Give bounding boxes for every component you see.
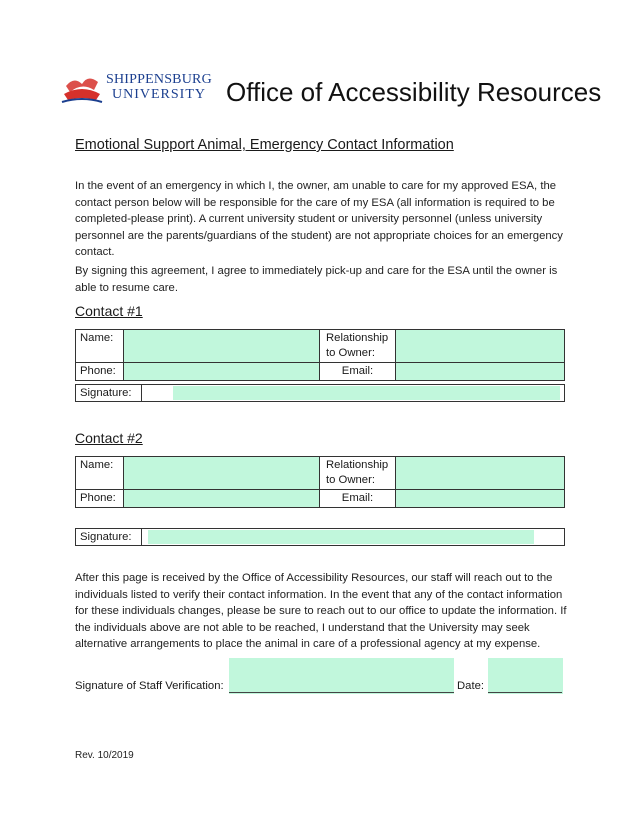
contact-2-name-field[interactable] [124, 457, 320, 490]
logo-wordmark [106, 72, 212, 102]
signature-label: Signature: [76, 529, 142, 545]
contact-1-heading: Contact #1 [75, 303, 143, 319]
email-label: Email: [320, 363, 396, 381]
agreement-paragraph: By signing this agreement, I agree to immediately pick-up and care for the ESA until the owner is able to resume care. [75, 265, 558, 294]
relationship-label: Relationship to Owner: [320, 330, 396, 363]
contact-2-email-field[interactable] [396, 490, 565, 508]
name-label: Name: [76, 330, 124, 363]
relationship-label: Relationship to Owner: [320, 457, 396, 490]
contact-1-signature-row [75, 384, 565, 402]
revision-note: Rev. 10/2019 [75, 750, 134, 761]
contact-1-phone-field[interactable] [124, 363, 320, 381]
staff-signature-field[interactable] [229, 658, 454, 694]
ship-icon [60, 72, 104, 106]
office-title: Office of Accessibility Resources [226, 77, 602, 107]
contact-1-name-field[interactable] [124, 330, 320, 363]
email-label: Email: [320, 490, 396, 508]
contact-1-email-field[interactable] [396, 363, 565, 381]
date-field[interactable] [488, 658, 563, 694]
contact-2-signature-row [75, 528, 565, 546]
date-label: Date: [457, 680, 485, 692]
contact-2-table [75, 456, 565, 508]
document-title: Emotional Support Animal, Emergency Contact Information [75, 137, 454, 153]
staff-signature-underline [229, 692, 454, 693]
contact-2-relationship-field[interactable] [396, 457, 565, 490]
logo-line-1: SHIPPENSBURG [106, 72, 212, 87]
phone-label: Phone: [76, 363, 124, 381]
logo-line-2: UNIVERSITY [112, 87, 206, 102]
university-logo [60, 72, 210, 108]
contact-2-signature-field[interactable] [148, 530, 534, 544]
verification-paragraph: After this page is received by the Office of Accessibility Resources, our staff will reach out to the individuals listed to verify their contact information. In the event that any of the contact information for these individuals changes, please be sure to reach out to our office to update the information. If the individuals above are not able to be reached, I understand that the University may seek alternative arrangements to place the animal in care of a professional agency at my expense. [75, 572, 567, 650]
name-label: Name: [76, 457, 124, 490]
date-underline [488, 692, 562, 693]
contact-1-relationship-field[interactable] [396, 330, 565, 363]
contact-2-heading: Contact #2 [75, 430, 143, 446]
phone-label: Phone: [76, 490, 124, 508]
intro-paragraph: In the event of an emergency in which I, the owner, am unable to care for my approved ESA, the contact person below will be responsible for the care of my ESA (all information is required to be completed-please print). A current university student or university personnel (unless university personnel are the parents/guardians of the student) are not appropriate choices for an emergency contact. [75, 180, 563, 258]
contact-1-signature-field[interactable] [173, 386, 560, 400]
contact-1-table [75, 329, 565, 381]
contact-2-phone-field[interactable] [124, 490, 320, 508]
signature-label: Signature: [76, 385, 142, 401]
staff-verification-label: Signature of Staff Verification: [75, 680, 224, 692]
